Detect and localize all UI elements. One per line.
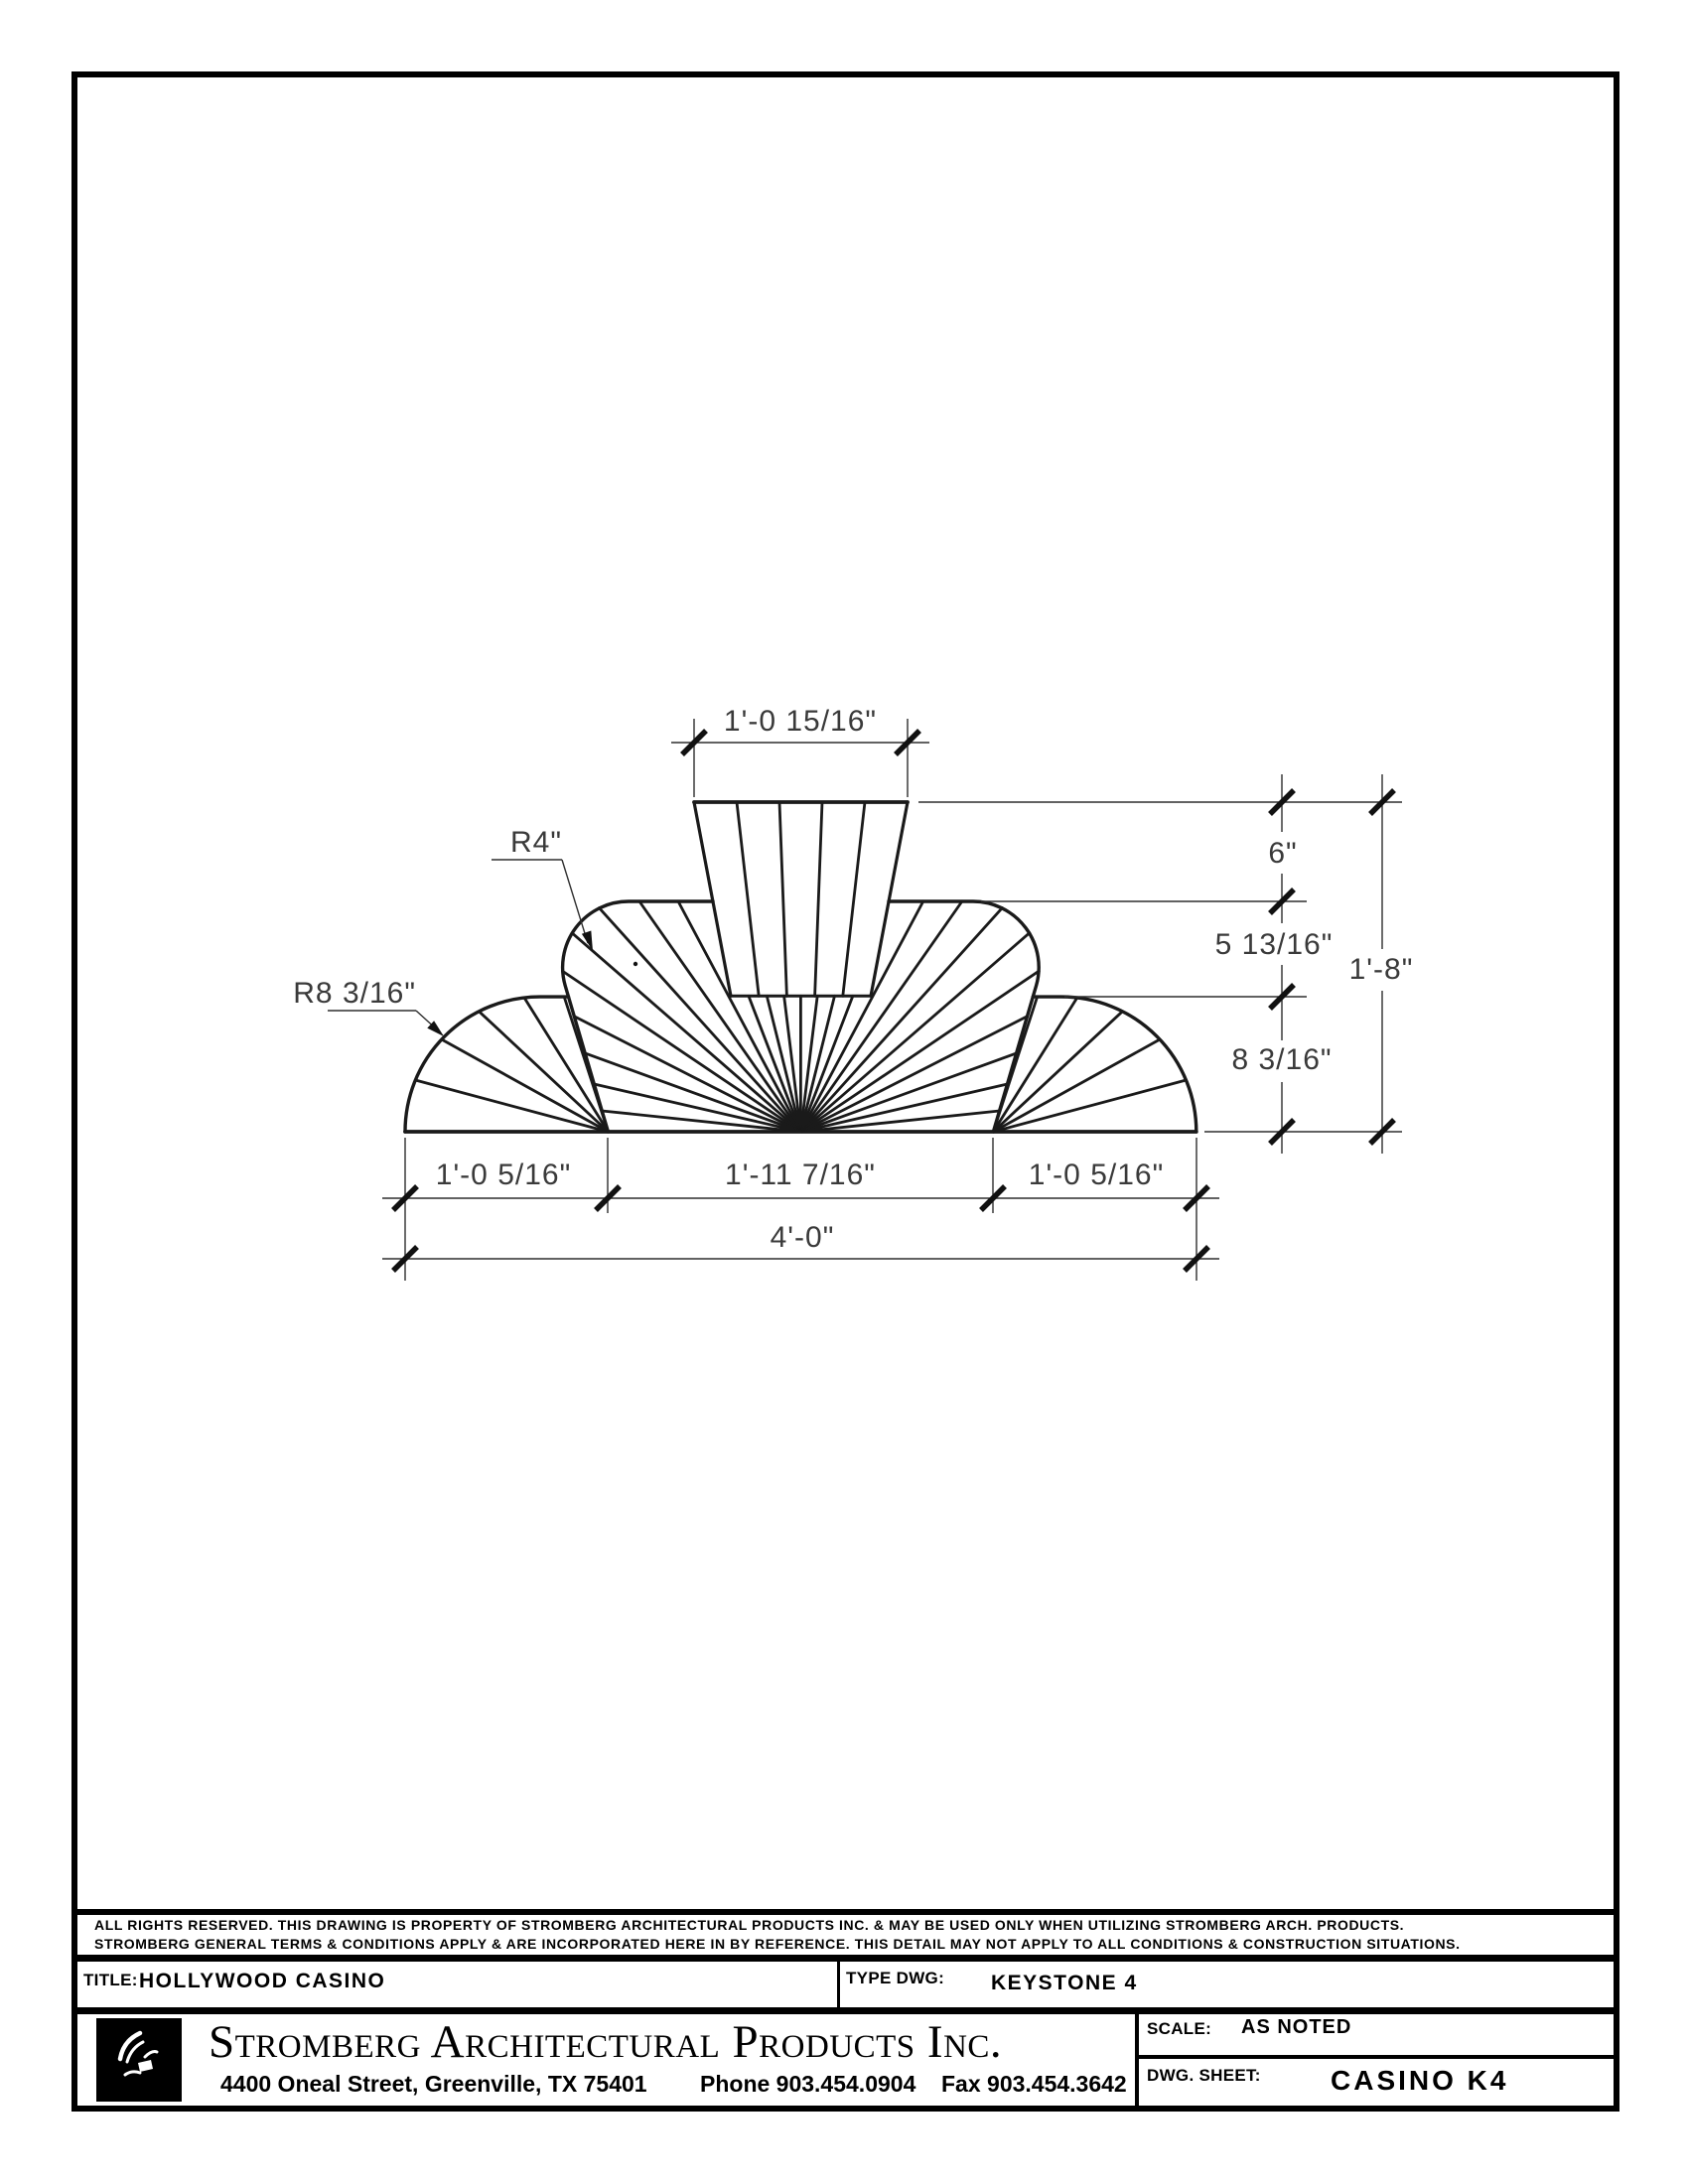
- divider-below-title-row: [77, 2007, 1614, 2014]
- stromberg-swan-logo-icon: [96, 2018, 182, 2102]
- dim-bottom-right: 1'-0 5/16": [1028, 1159, 1165, 1191]
- scale-label: SCALE:: [1147, 2019, 1212, 2038]
- dim-height-total: 1'-8": [1348, 953, 1414, 986]
- company-fax: Fax 903.454.3642: [941, 2071, 1127, 2097]
- radius-shoulder-label: R4": [510, 826, 562, 859]
- company-address: 4400 Oneal Street, Greenville, TX 75401: [220, 2071, 647, 2097]
- type-dwg-value: KEYSTONE 4: [991, 1972, 1138, 1994]
- disclaimer-text: [94, 1916, 1612, 1954]
- drawing-line: [800, 1084, 1007, 1132]
- company-phone: Phone 903.454.0904: [700, 2071, 916, 2097]
- divider-above-disclaimer: [77, 1909, 1614, 1915]
- dim-bottom-center: 1'-11 7/16": [725, 1159, 876, 1191]
- dwg-sheet-value: CASINO K4: [1331, 2065, 1509, 2096]
- title-label: TITLE:: [83, 1971, 138, 1989]
- dwg-sheet-label: DWG. SHEET:: [1147, 2066, 1261, 2085]
- scale-sheet-divider: [1139, 2055, 1614, 2059]
- leader-arrows: [427, 931, 637, 1037]
- disclaimer-line-2: STROMBERG GENERAL TERMS & CONDITIONS APPLY & ARE INCORPORATED HERE IN BY REFERENCE. THIS DETAIL MAY NOT APPLY TO ALL CONDITIONS & CONSTRUCTION SITUATIONS.: [94, 1936, 1461, 1952]
- title-value: HOLLYWOOD CASINO: [139, 1970, 386, 1992]
- dim-total-width: 4'-0": [770, 1221, 835, 1254]
- drawing-line: [737, 802, 759, 996]
- disclaimer-line-1: ALL RIGHTS RESERVED. THIS DRAWING IS PROPERTY OF STROMBERG ARCHITECTURAL PRODUCTS INC. & MAY BE USED ONLY WHEN UTILIZING STROMBERG ARCH. PRODUCTS.: [94, 1917, 1405, 1933]
- scale-value: AS NOTED: [1241, 2016, 1352, 2038]
- dim-top-width: 1'-0 15/16": [723, 705, 878, 738]
- title-row-divider: [837, 1962, 840, 2007]
- dim-height-bottom: 8 3/16": [1231, 1043, 1333, 1076]
- drawing-line: [594, 1084, 800, 1132]
- divider-below-disclaimer: [77, 1955, 1614, 1962]
- dimension-labels: [293, 705, 1413, 1254]
- company-block-divider: [1135, 2014, 1139, 2109]
- stray-dot: [633, 962, 637, 966]
- drawing-line: [815, 802, 822, 996]
- radius-fan-label: R8 3/16": [293, 977, 416, 1010]
- dim-height-top: 6": [1268, 837, 1298, 870]
- dim-bottom-left: 1'-0 5/16": [435, 1159, 572, 1191]
- company-name: Stromberg Architectural Products Inc.: [209, 2016, 1003, 2068]
- drawing-line: [779, 802, 786, 996]
- dim-height-mid: 5 13/16": [1214, 928, 1334, 961]
- type-dwg-label: TYPE DWG:: [846, 1969, 945, 1987]
- drawing-line: [843, 802, 865, 996]
